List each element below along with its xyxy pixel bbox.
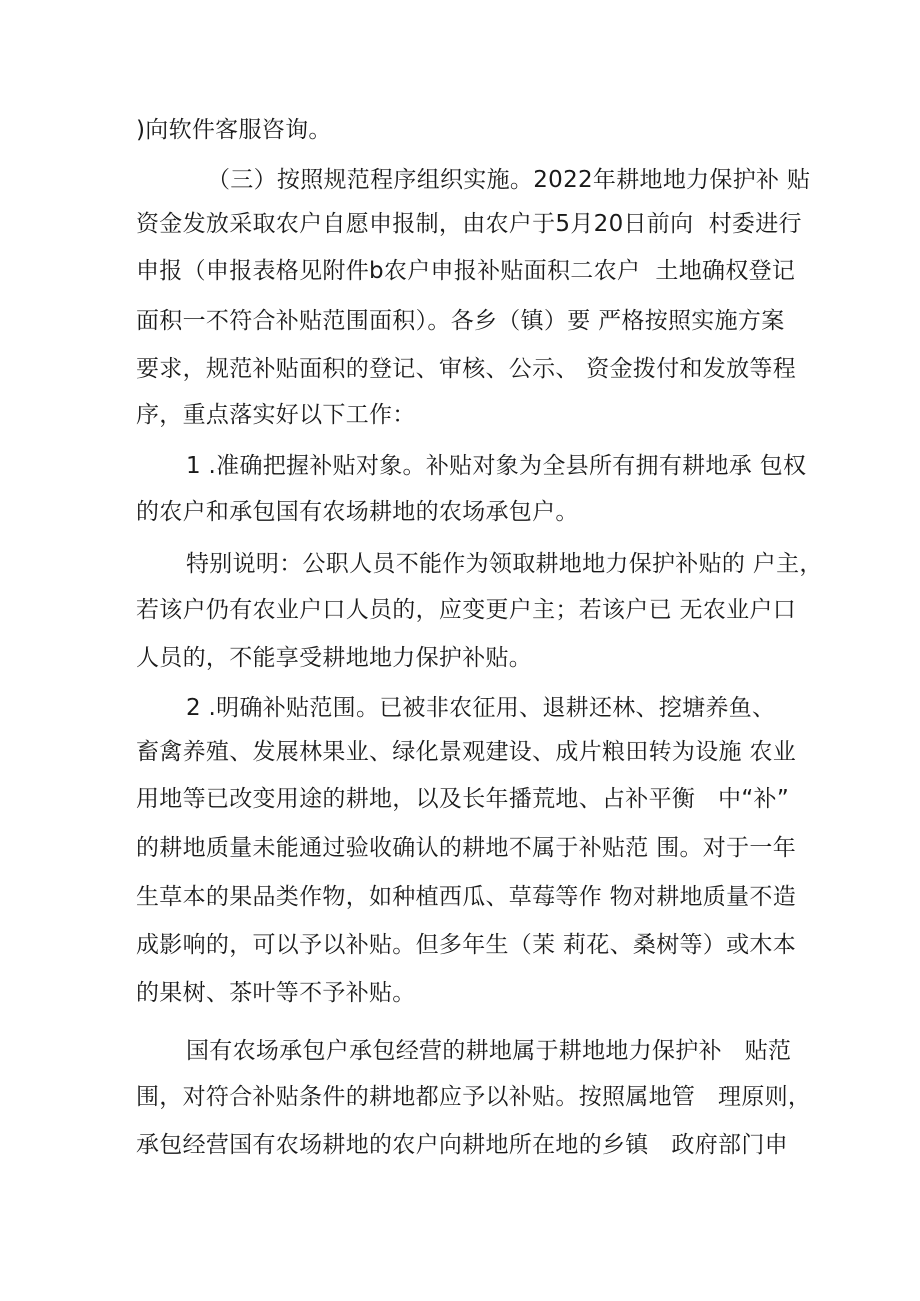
text-line: 申报（申报表格见附件b农户申报补贴面积二农户 土地确权登记 [136, 258, 796, 284]
text-line: 围，对符合补贴条件的耕地都应予以补贴。按照属地管 理原则， [136, 1084, 812, 1110]
text-line: 要求，规范补贴面积的登记、审核、公示、 资金拨付和发放等程 [136, 356, 797, 382]
text-line: 面积一不符合补贴范围面积）。各乡（镇）要 严格按照实施方案 [136, 308, 785, 334]
text-line: 用地等已改变用途的耕地，以及长年播荒地、占补平衡 中“补” [136, 786, 790, 812]
text-line: 的农户和承包国有农场耕地的农场承包户。 [136, 499, 579, 525]
text-line: 的耕地质量未能通过验收确认的耕地不属于补贴范 围。对于一年 [136, 835, 797, 861]
text-line: 的果树、茶叶等不予补贴。 [136, 980, 416, 1006]
item-heading-line: 1 .准确把握补贴对象。补贴对象为全县所有拥有耕地承 包权 [186, 453, 807, 479]
text-line: 序，重点落实好以下工作： [136, 402, 416, 428]
text-line: )向软件客服咨询。 [136, 117, 332, 143]
paragraph-start-line: 国有农场承包户承包经营的耕地属于耕地地力保护补 贴范 [186, 1038, 792, 1064]
text-line: 承包经营国有农场耕地的农户向耕地所在地的乡镇 政府部门申 [136, 1132, 788, 1158]
item-heading-line: 2 .明确补贴范围。已被非农征用、退耕还林、挖塘养鱼、 [186, 695, 776, 721]
text-line: 畜禽养殖、发展林果业、绿化景观建设、成片粮田转为设施 农业 [136, 739, 797, 765]
text-line: 资金发放采取农户自愿申报制，由农户于5月20日前向 村委进行 [136, 211, 802, 237]
text-line: 若该户仍有农业户口人员的，应变更户主；若该户已 无农业户口 [136, 597, 797, 623]
text-line: 成影响的，可以予以补贴。但多年生（茉 莉花、桑树等）或木本 [136, 932, 797, 958]
section-heading-line: （三）按照规范程序组织实施。2022年耕地地力保护补 贴 [207, 167, 811, 193]
text-line: 生草本的果品类作物，如种植西瓜、草莓等作 物对耕地质量不造 [136, 884, 797, 910]
text-line: 人员的，不能享受耕地地力保护补贴。 [136, 645, 533, 671]
note-line: 特别说明：公职人员不能作为领取耕地地力保护补贴的 户主， [186, 551, 823, 577]
